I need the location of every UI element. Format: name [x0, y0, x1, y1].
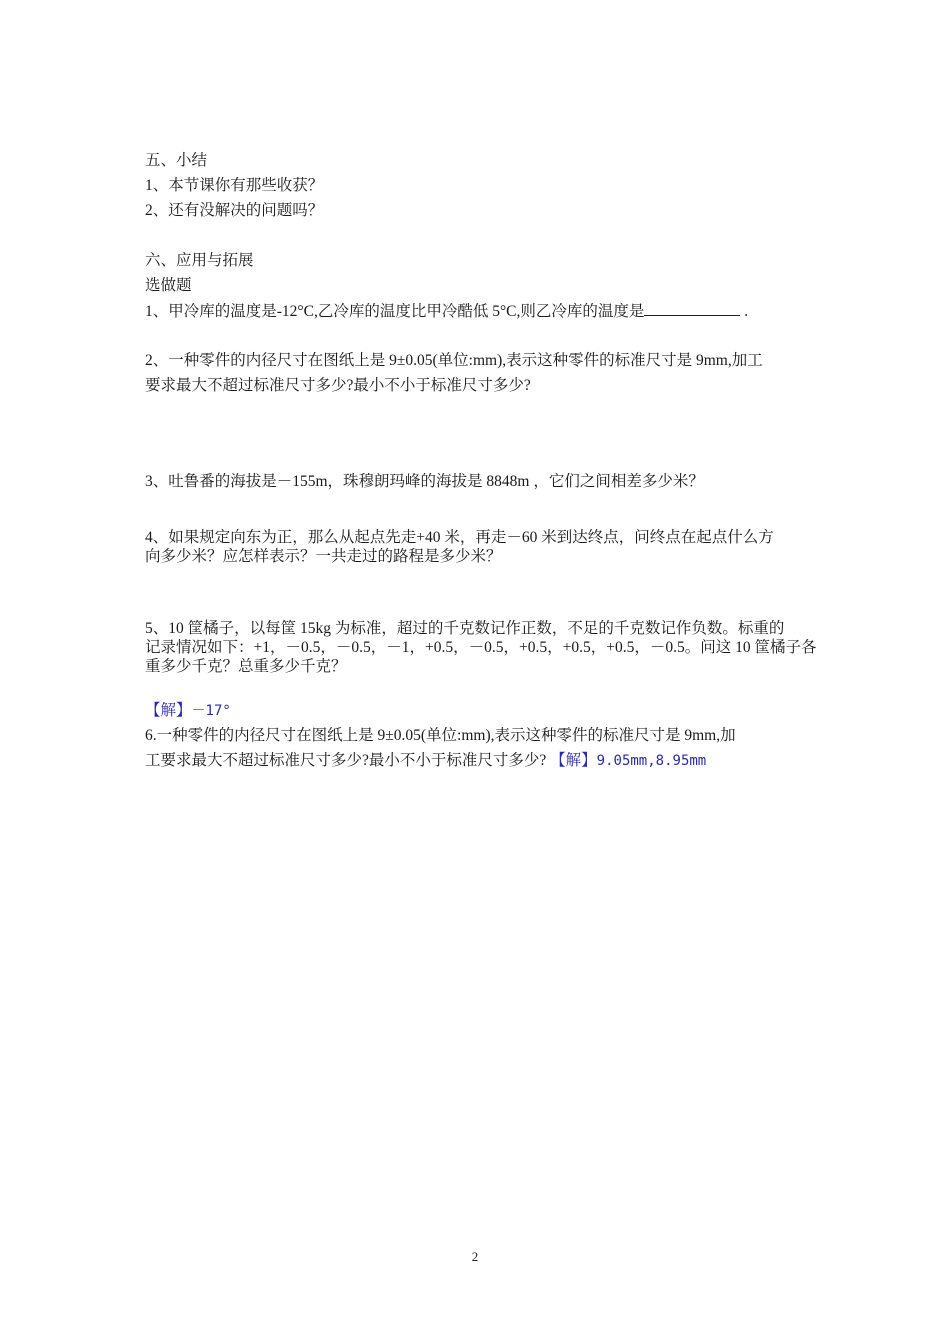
exercise-6-line-2 [145, 751, 706, 771]
exercise-5-line-3: 重多少千克？总重多少千克？ [145, 658, 347, 675]
answer-blank [644, 301, 740, 316]
exercise-1 [145, 301, 748, 322]
exercise-3: 3、吐鲁番的海拔是－155m，珠穆朗玛峰的海拔是 8848m ，它们之间相差多少米？ [145, 473, 704, 490]
answer-1 [145, 701, 231, 721]
answer-1-bracket: 【解】 [145, 702, 192, 719]
answer-1-value: －17° [191, 703, 231, 719]
summary-question-2: 2、还有没解决的问题吗？ [145, 202, 324, 219]
exercise-5-line-1: 5、10 筐橘子，以每筐 15kg 为标准，超过的千克数记作正数，不足的千克数记作负数。标重的 [145, 620, 785, 637]
exercise-1-text: 1、甲冷库的温度是-12°C,乙冷库的温度比甲冷酷低 5°C,则乙冷库的温度是 [145, 303, 645, 320]
exercise-2-line-2: 要求最大不超过标准尺寸多少?最小不小于标准尺寸多少? [145, 377, 531, 394]
exercise-2-line-1: 2、一种零件的内径尺寸在图纸上是 9±0.05(单位:mm),表示这种零件的标准尺寸是 9mm,加工 [145, 352, 763, 369]
exercise-6-line-1: 6.一种零件的内径尺寸在图纸上是 9±0.05(单位:mm),表示这种零件的标准尺寸是 9mm,加 [145, 727, 736, 744]
exercise-4-line-2: 向多少米？应怎样表示？一共走过的路程是多少米？ [145, 548, 502, 565]
exercise-4-line-1: 4、如果规定向东为正，那么从起点先走+40 米，再走－60 米到达终点，问终点在起点什么方 [145, 529, 774, 546]
summary-question-1: 1、本节课你有那些收获？ [145, 177, 324, 194]
page-number: 2 [471, 1249, 479, 1264]
exercise-1-end: . [744, 303, 749, 320]
exercise-6-line-2-text: 工要求最大不超过标准尺寸多少?最小不小于标准尺寸多少? [145, 752, 547, 769]
answer-6-value: 9.05mm,8.95mm [596, 753, 707, 769]
answer-6-bracket: 【解】 [550, 752, 597, 769]
summary-heading: 五、小结 [145, 152, 208, 169]
application-heading: 六、应用与拓展 [145, 252, 254, 269]
optional-exercises-heading: 选做题 [145, 277, 192, 294]
exercise-5-line-2: 记录情况如下：+1，－0.5，－0.5，－1，+0.5，－0.5，+0.5，+0.5，+0.5，－0.5。问这 10 筐橘子各 [145, 639, 817, 656]
